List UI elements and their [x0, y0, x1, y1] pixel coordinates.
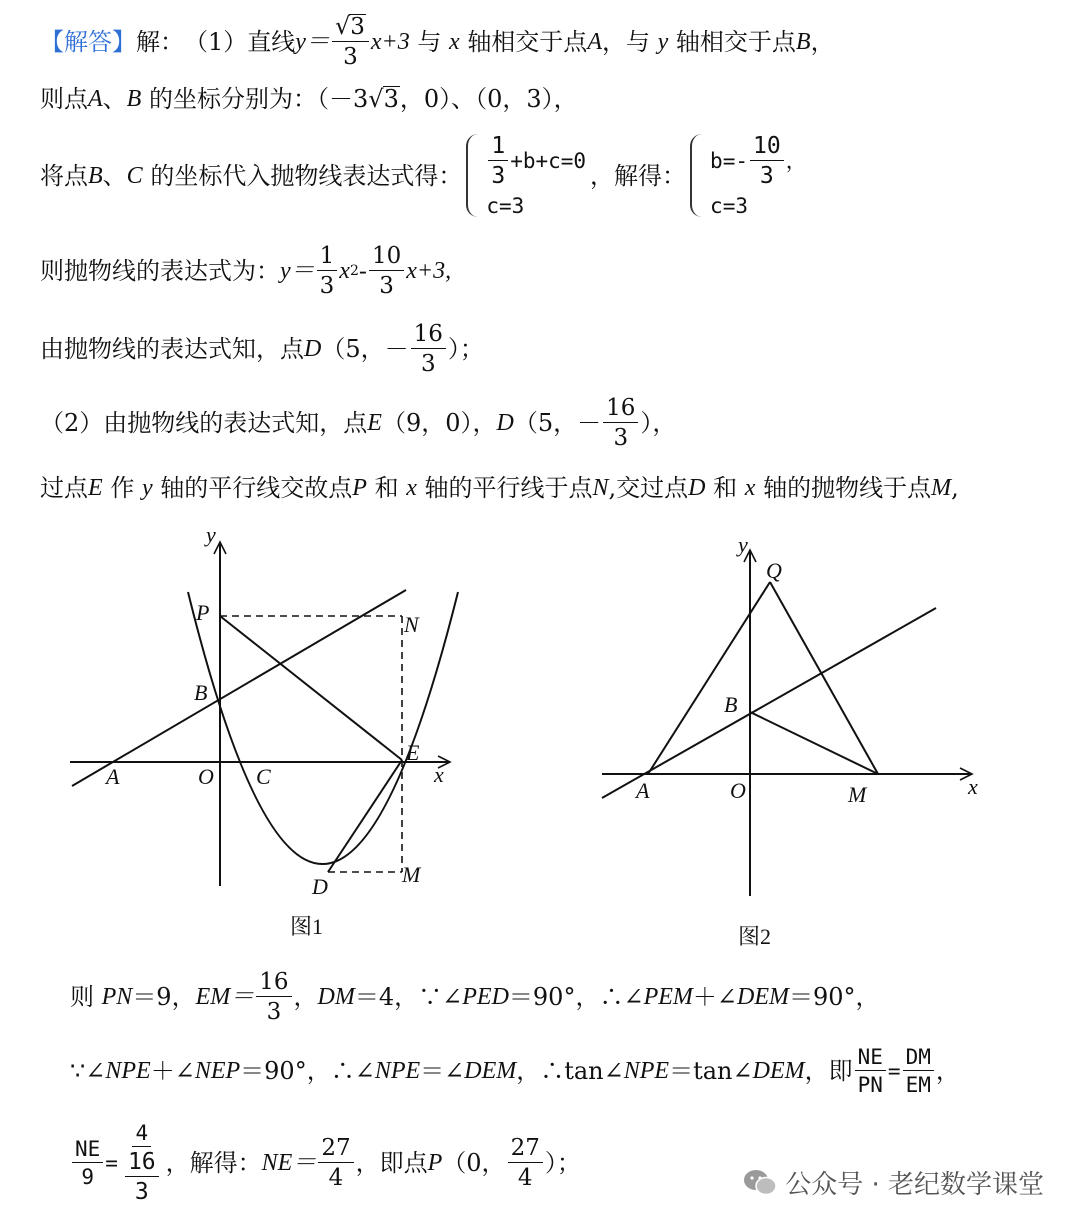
fig1-label-P: P [196, 600, 210, 625]
figure-2 [596, 530, 1016, 970]
fig1-label-M: M [402, 862, 421, 887]
fig2-label-B: B [724, 692, 738, 717]
sqrt-3: √ 3 [368, 85, 399, 113]
figure-1 [60, 520, 540, 960]
fig1-label-D: D [312, 874, 328, 899]
fig1-label-y: y [206, 522, 216, 547]
solution-line-2: 则点 A 、 B 的坐标分别为：（－3 √ 3 ，0）、（0，3）， [40, 84, 578, 113]
fig2-caption: 图2 [738, 924, 772, 949]
fig2-label-y: y [738, 532, 748, 557]
solution-line-9: ∵∠ NPE ＋∠ NEP ＝90°，∴∠ NPE ＝∠ DEM ，∴tan∠ NPE ＝tan∠ DEM ，即 $\frac{NE}{PN}$ = $\frac{DM}{EM}$ ， [70, 1045, 960, 1098]
fig1-label-B: B [194, 680, 208, 705]
wechat-icon [743, 1169, 777, 1197]
equation-system-2: b=- $\frac{10}{3}$ ， c=3 [690, 134, 807, 217]
solution-line-10: $\frac{NE}{9}$ = $\frac{4}{\frac{16}{3}}$ ，解得： NE＝ $\frac{27}{4}$ ，即点 P （0， $\frac{27}{4}$ ）； [70, 1122, 581, 1204]
solution-line-6: （2）由抛物线的表达式知，点 E （9，0）， D （5，－ $\frac{16}{3}$ ）， [40, 395, 677, 452]
fig2-label-M: M [848, 782, 867, 807]
fig1-label-A: A [106, 764, 120, 789]
fig1-caption: 图1 [290, 914, 324, 939]
fig1-label-x: x [434, 762, 444, 787]
fig2-label-x: x [968, 774, 978, 799]
solution-line-3: 将点 B 、 C 的坐标代入抛物线表达式得： $\frac{1}{3}$ +b+c=0 c=3 ，解得： b=- $\frac{10}{3}$ ， c=3 [40, 133, 807, 219]
fraction-sqrt3-over-3: √ 3 3 [332, 14, 369, 69]
equation-system-1: $\frac{1}{3}$ +b+c=0 c=3 [466, 134, 586, 217]
fig1-label-O: O [198, 764, 214, 789]
solution-line-7: 过点 E 作 y 轴的平行线交故点 P 和 x 轴的平行线于点 N ,交过点 D 和 x 轴的抛物线于点 M , [40, 474, 959, 502]
fig1-label-C: C [256, 764, 271, 789]
watermark [743, 1164, 1044, 1201]
solution-line-4: 则抛物线的表达式为： y＝ $\frac{1}{3}$ x 2 - $\frac{10}{3}$ x+3, [40, 243, 452, 300]
fig2-label-Q: Q [766, 558, 782, 583]
solution-line-5: 由抛物线的表达式知，点 D （5，－ $\frac{16}{3}$ ）； [40, 321, 484, 378]
fig1-label-N: N [404, 612, 419, 637]
solution-line-8: 则 PN ＝9， EM＝ $\frac{16}{3}$ ， DM ＝4，∵∠ PED ＝90°，∴∠ PEM ＋∠ DEM ＝90°， [70, 969, 880, 1026]
fig1-label-E: E [406, 740, 420, 765]
fig2-label-A: A [636, 778, 650, 803]
fig2-label-O: O [730, 778, 746, 803]
watermark-text: 公众号 · 老纪数学课堂 [785, 1170, 1044, 1200]
answer-tag: 【解答】 [40, 27, 136, 56]
solution-line-1: 【解答】 解： （1）直线 y＝ √ 3 3 x+3 与 x 轴相交于点 A ，与 y 轴相交于点 B ， [40, 12, 835, 71]
